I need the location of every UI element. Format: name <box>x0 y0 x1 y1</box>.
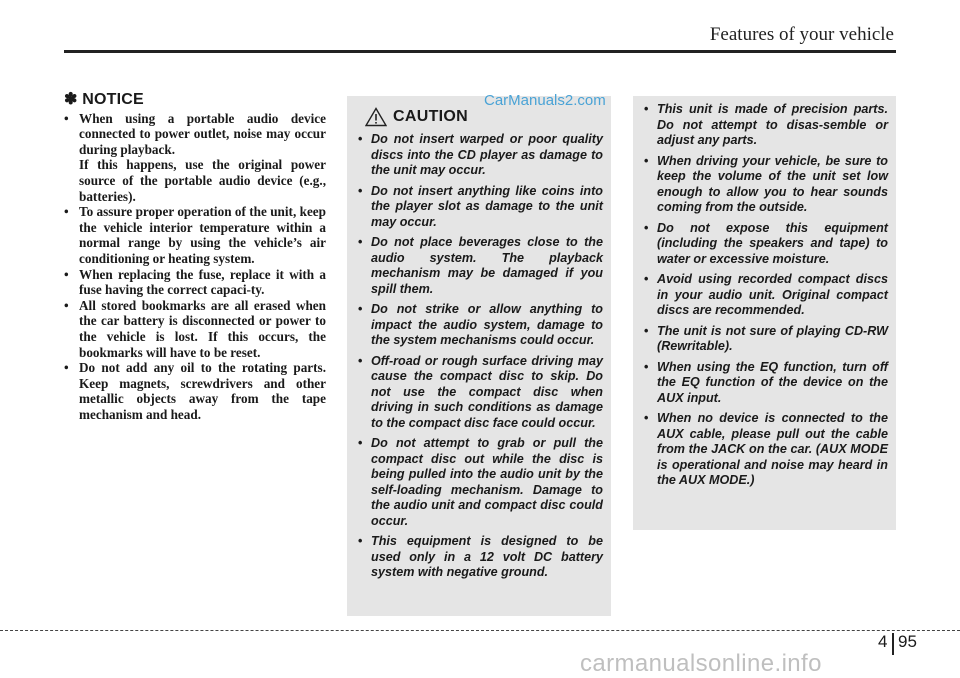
notice-item-text: Do not add any oil to the rotating parts. Keep magnets, screwdrivers and other metallic objects away from the tape mechanism and head. <box>79 360 326 422</box>
page-number: 95 <box>898 632 917 651</box>
caution-item: • Do not insert warped or poor quality discs into the CD player as damage to the unit may occur. <box>355 132 603 179</box>
notice-item-text: All stored bookmarks are all erased when the car battery is disconnected or power to the vehicle is lost. If this occurs, the bookmarks will have to be reset. <box>79 297 326 360</box>
caution-item: • Do not strike or allow anything to impact the audio system, damage to the system mechanisms could occur. <box>355 302 603 349</box>
notice-item <box>64 111 326 205</box>
caution-item: • This unit is made of precision parts. Do not attempt to disas-semble or adjust any parts. <box>641 102 888 149</box>
footer-rule <box>0 630 960 631</box>
notice-heading: ✽ NOTICE <box>64 91 144 108</box>
caution-title: CAUTION <box>393 108 468 125</box>
notice-item <box>64 204 326 266</box>
caution-item: • Do not expose this equipment (including the speakers and tape) to water or excessive moisture. <box>641 221 888 268</box>
notice-item-extra: If this happens, use the original power source of the portable audio device (e.g., batteries). <box>79 157 326 204</box>
site-watermark: CarManuals2.com <box>484 92 606 109</box>
caution-box <box>347 96 611 616</box>
notice-section <box>64 92 326 422</box>
caution-list <box>355 132 603 581</box>
caution-item: • Do not insert anything like coins into the player slot as damage to the unit may occur. <box>355 184 603 231</box>
notice-list <box>64 111 326 423</box>
warning-triangle-icon <box>365 107 387 127</box>
caution-item: • When using the EQ function, turn off the EQ function of the device on the AUX input. <box>641 360 888 407</box>
caution-item: • The unit is not sure of playing CD-RW (Rewritable). <box>641 324 888 355</box>
notice-item-text: When replacing the fuse, replace it with a fuse having the correct capaci-ty. <box>79 266 326 298</box>
caution-item: • This equipment is designed to be used only in a 12 volt DC battery system with negative ground. <box>355 534 603 581</box>
caution-header <box>365 106 603 128</box>
caution-item: • When driving your vehicle, be sure to keep the volume of the unit set low enough to allow you to hear sounds coming from the outside. <box>641 154 888 216</box>
caution-item: • Avoid using recorded compact discs in your audio unit. Original compact discs are recommended. <box>641 272 888 319</box>
footer-watermark: carmanualsonline.info <box>580 650 822 677</box>
section-number: 4 <box>878 632 888 651</box>
caution-item: • Off-road or rough surface driving may cause the compact disc to skip. Do not use the compact disc when driving in such conditions as damage to the compact disc face could occur. <box>355 354 603 432</box>
notice-item-text: To assure proper operation of the unit, keep the vehicle interior temperature within a normal range by using the vehicle’s air conditioning or heating system. <box>79 204 326 266</box>
caution-continued-box <box>633 96 896 530</box>
caution-item: • Do not attempt to grab or pull the compact disc out while the disc is being pulled into the audio unit by the self-loading mechanism. Damage to the audio unit and compact disc could occur. <box>355 436 603 529</box>
caution-continued-list <box>641 102 888 489</box>
page-header-title: Features of your vehicle <box>709 24 894 45</box>
caution-item: • When no device is connected to the AUX cable, please pull out the cable from the JACK on the car. (AUX MODE is operational and noise may heard in the AUX MODE.) <box>641 411 888 489</box>
page-number-separator <box>892 633 894 655</box>
notice-item-text: When using a portable audio device connected to power outlet, noise may occur during playback. <box>79 110 326 157</box>
caution-item: • Do not place beverages close to the audio system. The playback mechanism may be damaged if you spill them. <box>355 235 603 297</box>
header-rule <box>64 50 896 53</box>
notice-item <box>64 360 326 422</box>
notice-item <box>64 267 326 298</box>
notice-item <box>64 298 326 360</box>
